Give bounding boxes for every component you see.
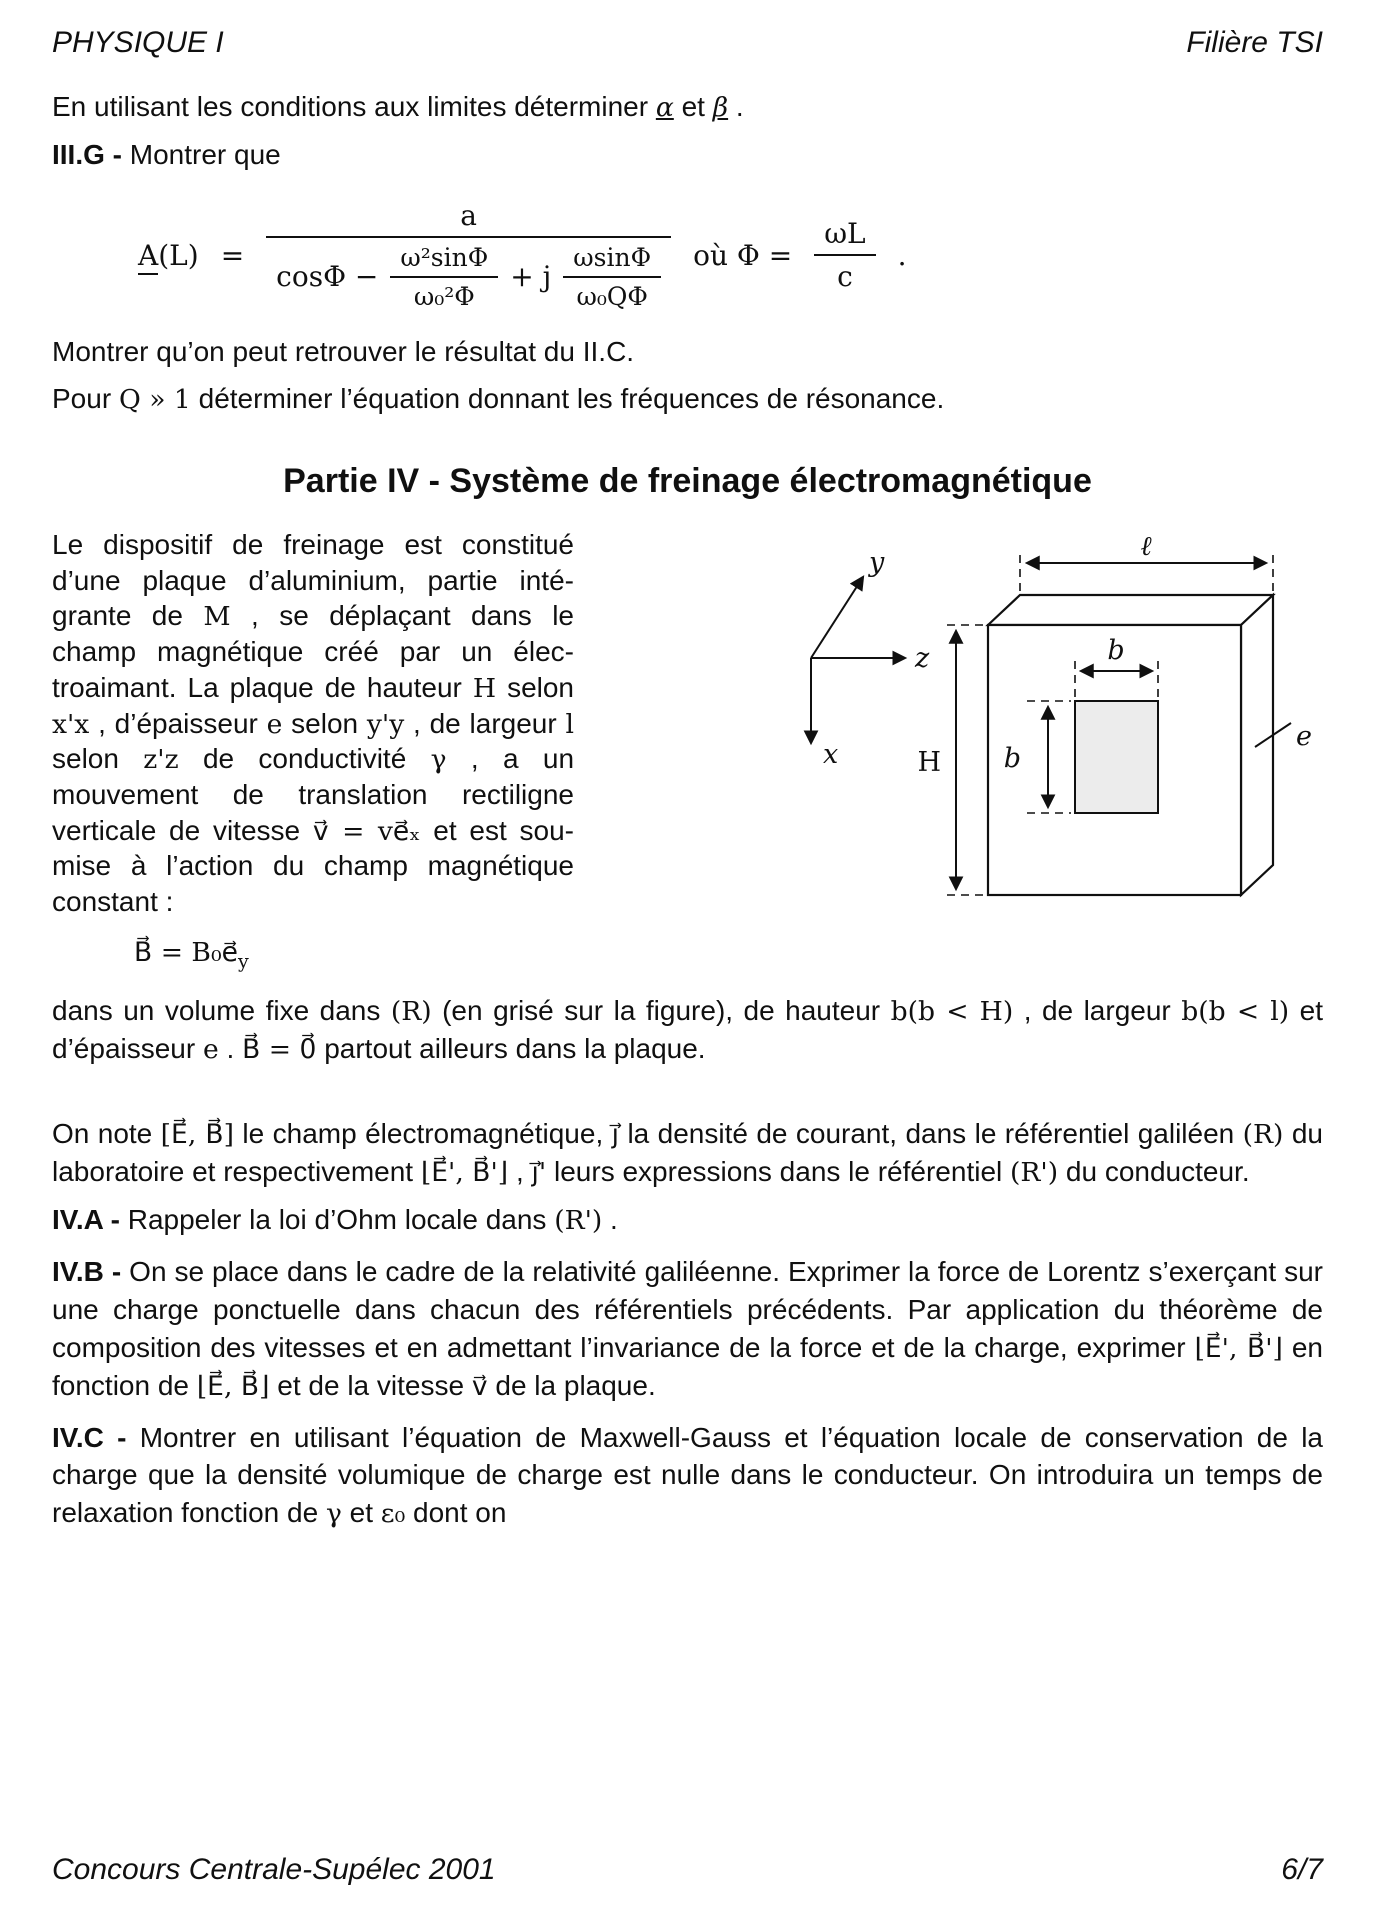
magnetic-field-equation — [134, 933, 1323, 975]
text-segment: déterminer l’équation donnant les fréquences de résonance. — [190, 383, 945, 415]
text-segment: et de la vitesse — [269, 1369, 472, 1401]
text-segment: selon — [282, 707, 367, 739]
text-segment: . — [602, 1204, 618, 1236]
axis-y-label: y — [869, 547, 885, 579]
denominator-row — [276, 242, 661, 312]
lhs-argument: (L) — [158, 238, 199, 272]
dim-b-left-label: b — [1003, 743, 1021, 775]
equals-sign: = — [220, 238, 245, 272]
question-ivc — [52, 1419, 1323, 1532]
text-segment: leurs expressions dans le référentiel — [546, 1156, 1011, 1188]
text-segment: , de largeur — [404, 707, 566, 739]
notation-paragraph — [52, 1115, 1323, 1191]
plate-top-face — [988, 595, 1273, 625]
brake-system-diagram — [763, 533, 1323, 923]
text-segment: (R) — [1242, 1119, 1284, 1151]
text-segment: partout ailleurs dans la plaque. — [316, 1032, 706, 1064]
nested2-denominator: ω₀QΦ — [563, 276, 661, 312]
text-segment: B⃗ = B₀e⃗ — [134, 937, 238, 969]
dim-b-top-label: b — [1107, 635, 1125, 667]
text-segment: γ — [325, 1498, 342, 1530]
main-numerator: a — [460, 198, 477, 232]
text-segment: On note — [52, 1118, 161, 1150]
after-formula-line1: Montrer qu’on peut retrouver le résultat du II.C. — [52, 335, 635, 367]
text-segment: dans un volume fixe dans — [52, 994, 391, 1026]
question-text-ivc — [52, 1422, 1323, 1529]
text-segment: Pour — [52, 383, 119, 415]
footer-page-number: 6/7 — [1281, 1853, 1323, 1886]
question-ivb — [52, 1253, 1323, 1404]
text-segment: et — [673, 91, 713, 122]
text-segment: v⃗ = ve⃗ₓ — [312, 815, 421, 847]
text-segment: z'z — [143, 744, 179, 776]
coordinate-axes — [811, 577, 905, 743]
main-denominator — [266, 236, 671, 313]
header-track: Filière TSI — [1186, 26, 1323, 59]
text-segment: la densité de courant, dans le référentiel galiléen — [619, 1118, 1243, 1150]
den-plus-j-term: + j — [510, 260, 552, 294]
text-segment: ⌊E⃗', B⃗'⌋ — [420, 1157, 509, 1189]
text-segment: Montrer en utilisant l’équation de Maxwell-Gauss et l’équation locale de conservation de la charge que la densité volumique de charge est nulle dans le conducteur. On introduira un temps de relaxation fonction de — [52, 1421, 1323, 1529]
part4-body — [52, 527, 1323, 923]
text-segment: le champ électromagnétique, — [234, 1118, 612, 1150]
text-segment: v⃗ — [471, 1370, 488, 1402]
text-segment: α — [655, 92, 674, 123]
equation-A-L — [138, 198, 1323, 313]
nested2-numerator: ωsinΦ — [573, 242, 652, 272]
section-iiig — [52, 136, 1323, 174]
text-segment: x'x — [52, 708, 90, 740]
equation-lhs — [138, 239, 199, 272]
text-segment: ⌊E⃗, B⃗⌋ — [196, 1370, 270, 1402]
text-segment: , a un mouvement de translation rectiligne verticale de vitesse — [52, 743, 575, 846]
text-segment: de la plaque. — [487, 1369, 656, 1401]
footer-exam-name: Concours Centrale-Supélec 2001 — [52, 1853, 496, 1886]
text-segment: β — [712, 92, 729, 123]
text-segment: b(b < H) — [890, 995, 1014, 1027]
text-segment: (R') — [554, 1205, 603, 1237]
text-segment: , de largeur — [1013, 994, 1182, 1026]
text-segment: selon — [52, 743, 144, 775]
question-text-iva — [128, 1204, 618, 1235]
dim-H-label: H — [917, 747, 941, 779]
question-label-ivc: IV.C - — [52, 1421, 140, 1453]
dim-l-label: ℓ — [1140, 533, 1152, 563]
text-segment: ε₀ — [380, 1498, 406, 1530]
page-footer — [52, 1813, 1323, 1887]
question-label-iva: IV.A - — [52, 1204, 128, 1236]
text-segment: . — [728, 91, 744, 122]
question-text-iiig: Montrer que — [129, 138, 281, 170]
part-iv-title: Partie IV - Système de freinage électromagnétique — [283, 462, 1092, 501]
dim-e-label: e — [1296, 721, 1312, 753]
text-segment: M — [203, 601, 231, 633]
nested-fraction-1 — [390, 242, 498, 312]
text-segment: j⃗' — [531, 1157, 547, 1189]
text-segment: y — [238, 950, 249, 973]
shaded-field-volume — [1075, 701, 1158, 813]
phi-numerator: ωL — [824, 217, 866, 251]
after-formula-line2 — [52, 380, 1323, 418]
text-segment: , d’épaisseur — [89, 707, 267, 739]
text-segment: γ — [430, 744, 447, 776]
question-iva — [52, 1201, 1323, 1239]
text-segment: Le dispositif de freinage est constitué d’une plaque d’aluminium, partie intégrante de — [52, 529, 574, 632]
text-segment: e — [266, 708, 283, 740]
intro-line — [52, 88, 1323, 126]
text-segment: dont on — [405, 1497, 507, 1529]
text-segment: , — [508, 1156, 532, 1188]
main-fraction — [266, 198, 671, 313]
text-segment: e — [202, 1033, 219, 1065]
y-axis — [811, 577, 863, 658]
question-label-iiig: III.G - — [52, 138, 130, 170]
axis-z-label: z — [915, 643, 930, 675]
axis-x-label: x — [823, 739, 839, 771]
text-segment: et — [341, 1497, 381, 1529]
volume-paragraph — [52, 992, 1323, 1068]
text-segment: du conducteur. — [1058, 1156, 1250, 1188]
text-segment: y'y — [366, 708, 405, 740]
text-segment: en fonction de — [52, 1331, 1324, 1401]
text-segment: Q » 1 — [118, 384, 191, 416]
question-label-ivb: IV.B - — [52, 1256, 130, 1288]
text-segment: , se déplaçant dans le champ magnétique créé par un électroaimant. La plaque de hauteur — [52, 600, 574, 703]
text-segment: l — [565, 708, 574, 740]
header-subject: PHYSIQUE I — [52, 26, 224, 59]
page-header — [52, 26, 1323, 60]
text-segment: En utilisant les conditions aux limites déterminer — [52, 91, 656, 122]
text-segment: . — [218, 1032, 243, 1064]
text-segment: et d’épaisseur — [52, 994, 1323, 1064]
nested1-denominator: ω₀²Φ — [390, 276, 498, 312]
text-segment: H — [472, 672, 497, 704]
text-segment: b(b < l) — [1181, 995, 1290, 1027]
text-segment: j⃗ — [611, 1119, 620, 1151]
text-segment: et est soumise à l’action du champ magnétique constant : — [52, 814, 574, 917]
nested-fraction-2 — [563, 242, 661, 312]
text-segment: ⌊E⃗', B⃗'⌋ — [1194, 1332, 1283, 1364]
text-segment: selon — [496, 671, 575, 703]
underlined-A: A — [138, 239, 158, 275]
phi-denominator: c — [814, 254, 875, 294]
text-segment: (en grisé sur la figure), de hauteur — [431, 994, 891, 1026]
text-segment: (R') — [1010, 1157, 1059, 1189]
text-segment: B⃗ = 0⃗ — [242, 1033, 317, 1065]
where-clause: où Φ = — [693, 238, 793, 272]
text-segment: (R) — [390, 995, 432, 1027]
equation-period: . — [897, 238, 907, 272]
den-cos-term: cosΦ − — [276, 260, 379, 294]
text-segment: [E⃗, B⃗] — [160, 1119, 235, 1151]
phi-fraction — [814, 216, 875, 294]
text-segment: On se place dans le cadre de la relativité galiléenne. Exprimer la force de Lorentz s’exerçant sur une charge ponctuelle dans chacun des référentiels précédents. Par application du théorème de composition des vitesses et en admettant l’invariance de la force et de la charge, exprimer — [52, 1256, 1323, 1363]
part4-paragraph — [52, 527, 574, 919]
text-segment: du laboratoire et respectivement — [52, 1118, 1323, 1188]
nested1-numerator: ω²sinΦ — [400, 242, 489, 272]
text-segment: de conductivité — [178, 743, 431, 775]
question-text-ivb — [52, 1256, 1323, 1400]
text-segment: Rappeler la loi d’Ohm locale dans — [127, 1204, 555, 1236]
